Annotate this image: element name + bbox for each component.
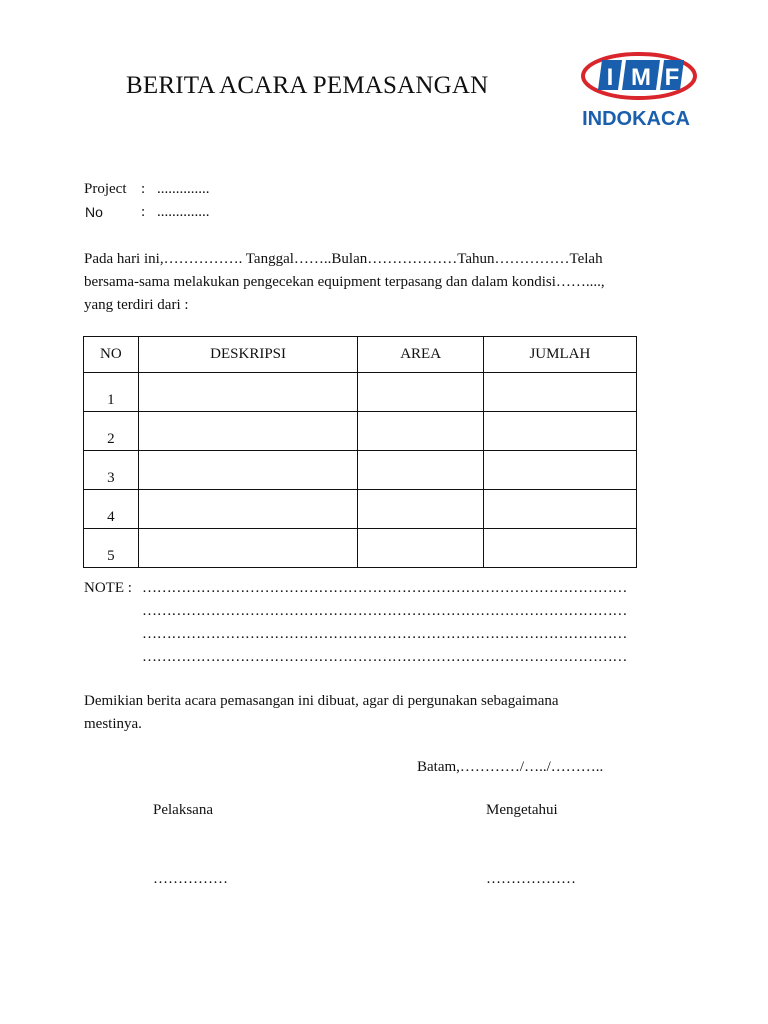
signature-role-pelaksana: Pelaksana [153,802,213,818]
row-area [358,412,483,451]
header-jumlah: JUMLAH [483,337,636,373]
table-row [84,529,637,568]
note-line-3: ……………………………………………………………………………………… [142,626,628,642]
row-no: 4 [84,490,139,529]
row-jumlah [483,490,636,529]
row-jumlah [483,529,636,568]
svg-text:M: M [631,64,651,91]
header-deskripsi: DESKRIPSI [138,337,358,373]
row-no: 5 [84,529,139,568]
equipment-table [83,336,637,568]
row-deskripsi [138,373,358,412]
project-sep: : [141,181,146,197]
table-row [84,373,637,412]
no-label: No [85,204,103,220]
note-label: NOTE : [84,580,132,596]
no-value: .............. [157,204,210,220]
row-deskripsi [138,451,358,490]
project-value: .............. [157,181,210,197]
row-area [358,451,483,490]
svg-text:I: I [606,64,614,91]
logo-subtext: INDOKACA [582,108,690,130]
closing-line-1: Demikian berita acara pemasangan ini dibuat, agar di pergunakan sebagaimana [84,693,559,709]
signature-role-mengetahui: Mengetahui [486,802,558,818]
svg-text:F: F [664,64,680,91]
project-label: Project [84,181,127,197]
row-area [358,373,483,412]
intro-line-3: yang terdiri dari : [84,297,189,313]
note-line-2: ……………………………………………………………………………………… [142,603,628,619]
place-date: Batam,…………/…../……….. [417,759,604,775]
imf-indokaca-logo [572,48,702,132]
row-no: 3 [84,451,139,490]
signature-line-pelaksana: …………… [153,871,228,887]
row-jumlah [483,412,636,451]
table-row [84,451,637,490]
header-no: NO [84,337,139,373]
row-jumlah [483,451,636,490]
row-area [358,529,483,568]
row-deskripsi [138,529,358,568]
row-deskripsi [138,412,358,451]
row-deskripsi [138,490,358,529]
row-no: 2 [84,412,139,451]
table-row [84,490,637,529]
intro-line-1: Pada hari ini,……………. Tanggal……..Bulan………………Tahun……………Telah [84,251,603,267]
row-no: 1 [84,373,139,412]
document-title: BERITA ACARA PEMASANGAN [126,72,489,99]
closing-line-2: mestinya. [84,716,142,732]
table-row [84,412,637,451]
note-line-4: ……………………………………………………………………………………… [142,649,628,665]
table-header-row [84,337,637,373]
row-jumlah [483,373,636,412]
header-area: AREA [358,337,483,373]
intro-line-2: bersama-sama melakukan pengecekan equipment terpasang dan dalam kondisi……...., [84,274,605,290]
signature-line-mengetahui: ……………… [486,871,576,887]
note-line-1: ……………………………………………………………………………………… [142,580,628,596]
no-sep: : [141,204,146,220]
row-area [358,490,483,529]
